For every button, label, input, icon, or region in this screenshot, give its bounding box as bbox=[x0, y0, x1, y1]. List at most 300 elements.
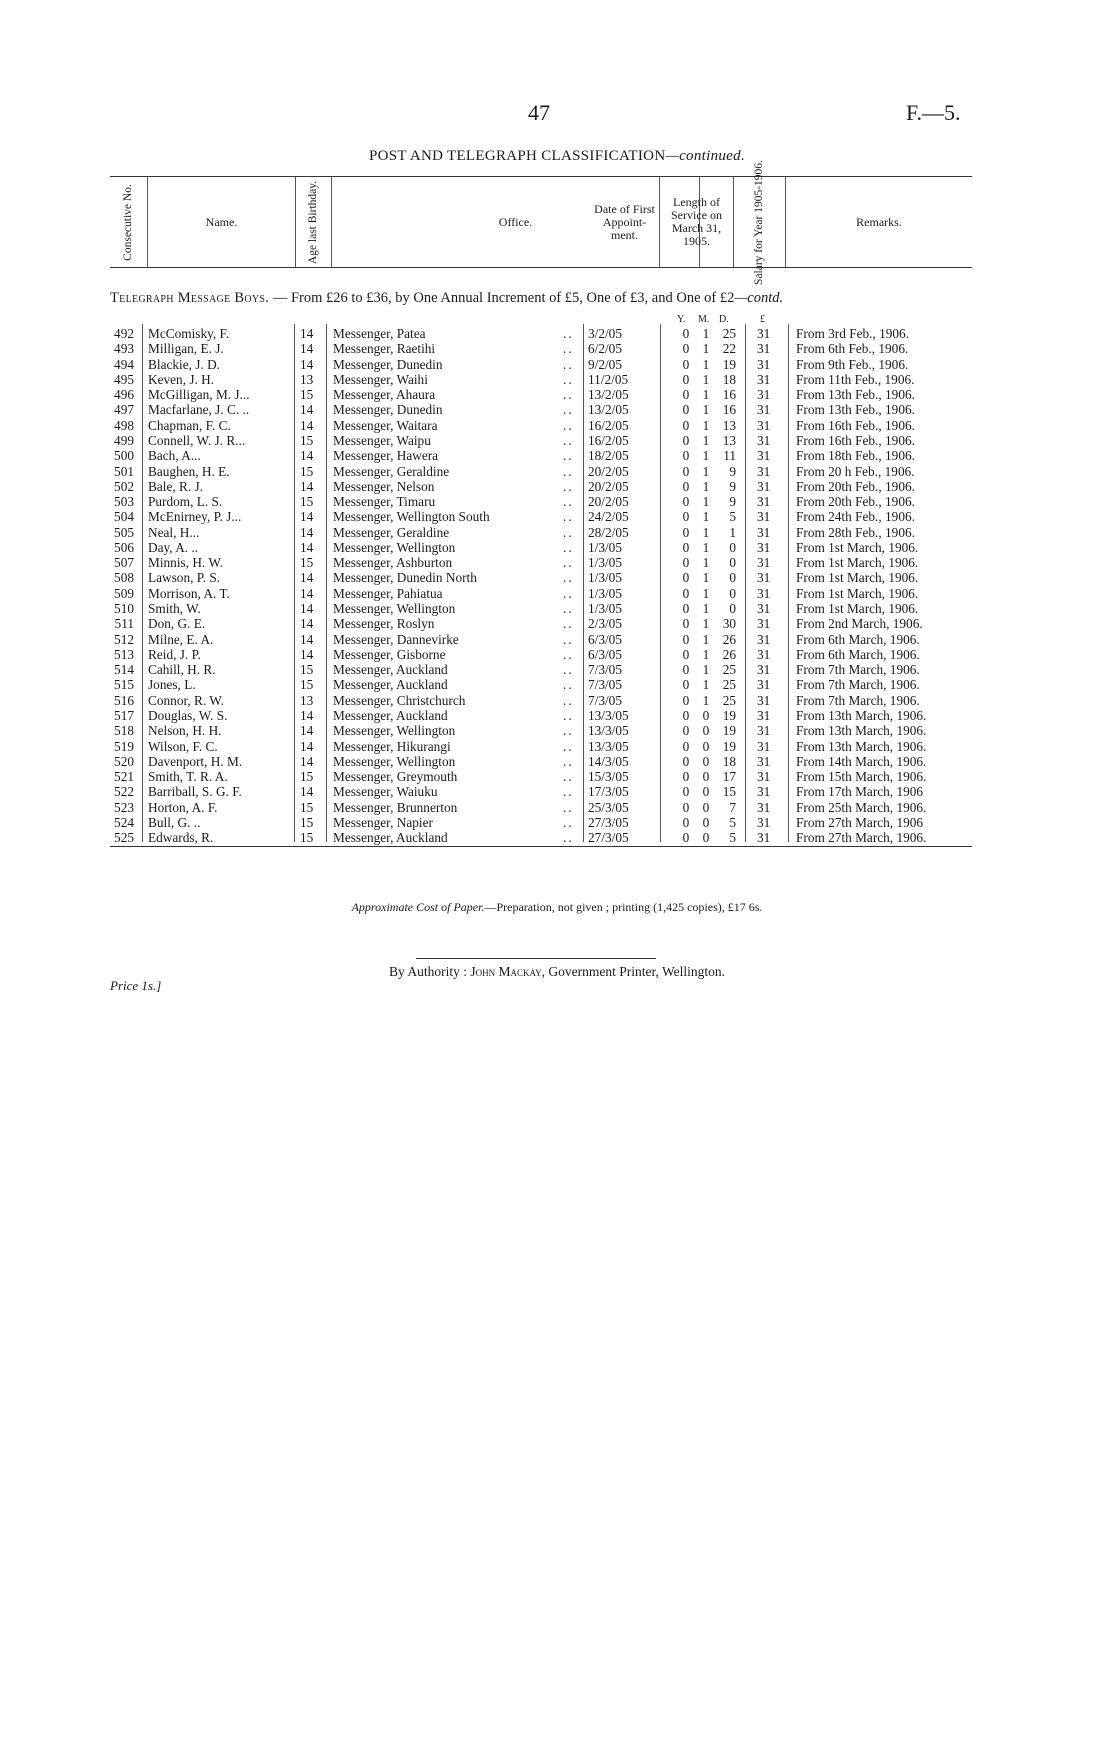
row-name: Jones, L. bbox=[148, 677, 196, 693]
row-months: 0 bbox=[702, 753, 710, 769]
row-salary: 31 bbox=[757, 616, 771, 632]
unit-pounds: £ bbox=[760, 314, 765, 325]
row-name: Milne, E. A. bbox=[148, 631, 214, 647]
row-years: 0 bbox=[682, 585, 690, 601]
row-remarks: From 13th March, 1906. bbox=[796, 738, 927, 754]
row-years: 0 bbox=[682, 692, 690, 708]
row-months: 1 bbox=[702, 646, 710, 662]
row-number: 494 bbox=[114, 356, 134, 372]
row-date: 16/2/05 bbox=[588, 432, 629, 448]
table-row bbox=[0, 357, 1114, 372]
leader-dots: .. bbox=[563, 341, 574, 357]
row-salary: 31 bbox=[757, 570, 771, 586]
row-office: Messenger, Brunnerton bbox=[333, 799, 458, 815]
leader-dots: .. bbox=[563, 478, 574, 494]
row-remarks: From 18th Feb., 1906. bbox=[796, 448, 915, 464]
row-remarks: From 13th March, 1906. bbox=[796, 708, 927, 723]
row-number: 507 bbox=[114, 555, 134, 571]
row-days: 19 bbox=[722, 738, 736, 754]
row-name: Neal, H... bbox=[148, 524, 200, 540]
row-days: 26 bbox=[722, 646, 736, 662]
table-row bbox=[0, 402, 1114, 417]
row-date: 11/2/05 bbox=[588, 371, 629, 387]
table-row bbox=[0, 326, 1114, 341]
leader-dots: .. bbox=[563, 585, 574, 601]
row-office: Messenger, Wellington bbox=[333, 723, 456, 739]
unit-years: Y. bbox=[677, 314, 686, 325]
row-name: Milligan, E. J. bbox=[148, 341, 224, 357]
leader-dots: .. bbox=[563, 769, 574, 785]
row-date: 14/3/05 bbox=[588, 753, 629, 769]
row-name: Don, G. E. bbox=[148, 616, 206, 632]
leader-dots: .. bbox=[563, 539, 574, 555]
table-row bbox=[0, 341, 1114, 356]
row-salary: 31 bbox=[757, 784, 771, 800]
row-remarks: From 7th March, 1906. bbox=[796, 677, 920, 693]
row-name: McGilligan, M. J... bbox=[148, 387, 250, 403]
row-name: Bach, A... bbox=[148, 448, 201, 464]
row-salary: 31 bbox=[757, 601, 771, 617]
row-salary: 31 bbox=[757, 478, 771, 494]
row-office: Messenger, Auckland bbox=[333, 677, 448, 693]
row-days: 9 bbox=[729, 494, 736, 510]
row-remarks: From 11th Feb., 1906. bbox=[796, 371, 915, 387]
row-number: 519 bbox=[114, 738, 134, 754]
row-salary: 31 bbox=[757, 723, 771, 739]
leader-dots: .. bbox=[563, 463, 574, 479]
row-number: 518 bbox=[114, 723, 134, 739]
row-date: 1/3/05 bbox=[588, 601, 622, 617]
row-months: 0 bbox=[702, 708, 710, 723]
row-age: 14 bbox=[300, 631, 314, 647]
table-row bbox=[0, 723, 1114, 738]
row-office: Messenger, Greymouth bbox=[333, 769, 458, 785]
row-number: 515 bbox=[114, 677, 134, 693]
row-months: 1 bbox=[702, 677, 710, 693]
row-name: Lawson, P. S. bbox=[148, 570, 221, 586]
row-salary: 31 bbox=[757, 539, 771, 555]
row-name: Barriball, S. G. F. bbox=[148, 784, 242, 800]
row-months: 1 bbox=[702, 509, 710, 525]
leader-dots: .. bbox=[563, 387, 574, 403]
row-months: 1 bbox=[702, 478, 710, 494]
row-days: 0 bbox=[729, 539, 736, 555]
row-age: 14 bbox=[300, 570, 314, 586]
row-salary: 31 bbox=[757, 814, 771, 830]
row-date: 13/3/05 bbox=[588, 723, 629, 739]
row-salary: 31 bbox=[757, 509, 771, 525]
header-age: Age last Birthday. bbox=[296, 177, 332, 267]
row-months: 1 bbox=[702, 356, 710, 372]
row-years: 0 bbox=[682, 784, 690, 800]
table-row bbox=[0, 830, 1114, 845]
row-years: 0 bbox=[682, 646, 690, 662]
row-salary: 31 bbox=[757, 371, 771, 387]
row-months: 1 bbox=[702, 326, 710, 341]
header-consecutive-no: Consecutive No. bbox=[110, 177, 148, 267]
row-days: 18 bbox=[722, 371, 736, 387]
row-days: 0 bbox=[729, 601, 736, 617]
row-days: 9 bbox=[729, 478, 736, 494]
table-row bbox=[0, 616, 1114, 631]
table-row bbox=[0, 433, 1114, 448]
row-age: 14 bbox=[300, 723, 314, 739]
table-row bbox=[0, 601, 1114, 616]
row-years: 0 bbox=[682, 509, 690, 525]
row-name: McEnirney, P. J... bbox=[148, 509, 242, 525]
row-years: 0 bbox=[682, 570, 690, 586]
row-remarks: From 25th March, 1906. bbox=[796, 799, 927, 815]
row-days: 0 bbox=[729, 555, 736, 571]
row-years: 0 bbox=[682, 371, 690, 387]
table-row bbox=[0, 677, 1114, 692]
leader-dots: .. bbox=[563, 570, 574, 586]
row-remarks: From 13th Feb., 1906. bbox=[796, 387, 915, 403]
row-name: Bale, R. J. bbox=[148, 478, 204, 494]
table-row bbox=[0, 739, 1114, 754]
row-date: 7/3/05 bbox=[588, 662, 622, 678]
row-months: 0 bbox=[702, 784, 710, 800]
row-age: 14 bbox=[300, 524, 314, 540]
row-date: 6/3/05 bbox=[588, 646, 622, 662]
row-months: 1 bbox=[702, 463, 710, 479]
row-remarks: From 20 h Feb., 1906. bbox=[796, 463, 915, 479]
row-office: Messenger, Auckland bbox=[333, 830, 448, 846]
row-office: Messenger, Raetihi bbox=[333, 341, 436, 357]
row-name: Davenport, H. M. bbox=[148, 753, 243, 769]
row-office: Messenger, Waipu bbox=[333, 432, 431, 448]
row-months: 1 bbox=[702, 417, 710, 433]
page-number: 47 bbox=[528, 100, 550, 125]
row-years: 0 bbox=[682, 662, 690, 678]
row-date: 13/3/05 bbox=[588, 708, 629, 723]
table-row bbox=[0, 525, 1114, 540]
leader-dots: .. bbox=[563, 417, 574, 433]
row-office: Messenger, Ahaura bbox=[333, 387, 436, 403]
row-name: Edwards, R. bbox=[148, 830, 214, 846]
row-remarks: From 3rd Feb., 1906. bbox=[796, 326, 910, 341]
row-name: Baughen, H. E. bbox=[148, 463, 230, 479]
row-date: 25/3/05 bbox=[588, 799, 629, 815]
header-salary: Salary for Year 1905-1906. bbox=[734, 177, 786, 267]
row-number: 512 bbox=[114, 631, 134, 647]
row-remarks: From 6th Feb., 1906. bbox=[796, 341, 909, 357]
authority-rule bbox=[416, 958, 656, 959]
table-row bbox=[0, 693, 1114, 708]
row-age: 14 bbox=[300, 356, 314, 372]
row-number: 510 bbox=[114, 601, 134, 617]
row-months: 1 bbox=[702, 387, 710, 403]
row-years: 0 bbox=[682, 769, 690, 785]
row-days: 11 bbox=[723, 448, 736, 464]
row-date: 9/2/05 bbox=[588, 356, 622, 372]
header-length-of-service: Length of Service on March 31, 1905. bbox=[660, 177, 734, 267]
row-office: Messenger, Hawera bbox=[333, 448, 439, 464]
row-remarks: From 20th Feb., 1906. bbox=[796, 478, 915, 494]
row-days: 17 bbox=[722, 769, 736, 785]
table-row bbox=[0, 464, 1114, 479]
row-age: 15 bbox=[300, 387, 314, 403]
row-number: 496 bbox=[114, 387, 134, 403]
row-salary: 31 bbox=[757, 555, 771, 571]
row-name: Day, A. .. bbox=[148, 539, 199, 555]
row-salary: 31 bbox=[757, 326, 771, 341]
row-years: 0 bbox=[682, 448, 690, 464]
row-number: 511 bbox=[114, 616, 134, 632]
row-number: 522 bbox=[114, 784, 134, 800]
row-name: Bull, G. .. bbox=[148, 814, 201, 830]
row-salary: 31 bbox=[757, 463, 771, 479]
header-name: Name. bbox=[148, 177, 296, 267]
row-number: 497 bbox=[114, 402, 134, 418]
row-years: 0 bbox=[682, 814, 690, 830]
row-name: Cahill, H. R. bbox=[148, 662, 216, 678]
row-years: 0 bbox=[682, 601, 690, 617]
row-salary: 31 bbox=[757, 432, 771, 448]
row-salary: 31 bbox=[757, 356, 771, 372]
row-days: 18 bbox=[722, 753, 736, 769]
leader-dots: .. bbox=[563, 677, 574, 693]
row-number: 502 bbox=[114, 478, 134, 494]
row-days: 25 bbox=[722, 662, 736, 678]
row-days: 26 bbox=[722, 631, 736, 647]
row-days: 13 bbox=[722, 417, 736, 433]
price: Price 1s.] bbox=[110, 978, 162, 993]
row-age: 14 bbox=[300, 417, 314, 433]
row-number: 525 bbox=[114, 830, 134, 846]
row-salary: 31 bbox=[757, 402, 771, 418]
row-months: 1 bbox=[702, 494, 710, 510]
row-months: 1 bbox=[702, 570, 710, 586]
leader-dots: .. bbox=[563, 662, 574, 678]
row-days: 30 bbox=[722, 616, 736, 632]
table-row bbox=[0, 784, 1114, 799]
row-remarks: From 6th March, 1906. bbox=[796, 631, 920, 647]
row-number: 513 bbox=[114, 646, 134, 662]
column-header-row bbox=[110, 159, 972, 285]
table-row bbox=[0, 555, 1114, 570]
table-row bbox=[0, 632, 1114, 647]
row-date: 20/2/05 bbox=[588, 494, 629, 510]
row-salary: 31 bbox=[757, 646, 771, 662]
row-office: Messenger, Auckland bbox=[333, 662, 448, 678]
row-remarks: From 1st March, 1906. bbox=[796, 539, 919, 555]
leader-dots: .. bbox=[563, 830, 574, 846]
row-months: 1 bbox=[702, 692, 710, 708]
row-salary: 31 bbox=[757, 662, 771, 678]
row-years: 0 bbox=[682, 753, 690, 769]
row-salary: 31 bbox=[757, 341, 771, 357]
row-age: 14 bbox=[300, 326, 314, 341]
row-age: 14 bbox=[300, 509, 314, 525]
row-years: 0 bbox=[682, 799, 690, 815]
table-row bbox=[0, 387, 1114, 402]
table-row bbox=[0, 662, 1114, 677]
row-office: Messenger, Roslyn bbox=[333, 616, 435, 632]
table-row bbox=[0, 586, 1114, 601]
row-days: 15 bbox=[722, 784, 736, 800]
row-years: 0 bbox=[682, 402, 690, 418]
row-age: 15 bbox=[300, 799, 314, 815]
row-office: Messenger, Dannevirke bbox=[333, 631, 459, 647]
row-age: 15 bbox=[300, 432, 314, 448]
row-days: 7 bbox=[729, 799, 736, 815]
row-office: Messenger, Ashburton bbox=[333, 555, 453, 571]
row-date: 7/3/05 bbox=[588, 692, 622, 708]
row-date: 13/2/05 bbox=[588, 402, 629, 418]
row-age: 14 bbox=[300, 753, 314, 769]
row-salary: 31 bbox=[757, 448, 771, 464]
leader-dots: .. bbox=[563, 799, 574, 815]
row-name: Smith, W. bbox=[148, 601, 201, 617]
row-date: 16/2/05 bbox=[588, 417, 629, 433]
leader-dots: .. bbox=[563, 402, 574, 418]
header-date: Date of First Appoint-ment. bbox=[590, 177, 660, 267]
leader-dots: .. bbox=[563, 326, 574, 341]
row-office: Messenger, Waiuku bbox=[333, 784, 438, 800]
row-date: 7/3/05 bbox=[588, 677, 622, 693]
row-number: 498 bbox=[114, 417, 134, 433]
row-office: Messenger, Geraldine bbox=[333, 524, 450, 540]
row-date: 1/3/05 bbox=[588, 570, 622, 586]
row-months: 1 bbox=[702, 341, 710, 357]
row-office: Messenger, Christchurch bbox=[333, 692, 466, 708]
table-row bbox=[0, 448, 1114, 463]
row-remarks: From 1st March, 1906. bbox=[796, 555, 919, 571]
leader-dots: .. bbox=[563, 356, 574, 372]
row-number: 493 bbox=[114, 341, 134, 357]
table-row bbox=[0, 800, 1114, 815]
row-name: Minnis, H. W. bbox=[148, 555, 223, 571]
row-name: Douglas, W. S. bbox=[148, 708, 228, 723]
row-days: 5 bbox=[729, 814, 736, 830]
row-age: 14 bbox=[300, 478, 314, 494]
row-name: Morrison, A. T. bbox=[148, 585, 230, 601]
row-months: 0 bbox=[702, 799, 710, 815]
page-title-text: POST AND TELEGRAPH CLASSIFICATION bbox=[368, 148, 666, 164]
row-name: Wilson, F. C. bbox=[148, 738, 218, 754]
row-age: 14 bbox=[300, 601, 314, 617]
unit-days: D. bbox=[719, 314, 729, 325]
row-date: 17/3/05 bbox=[588, 784, 629, 800]
row-date: 28/2/05 bbox=[588, 524, 629, 540]
row-office: Messenger, Gisborne bbox=[333, 646, 446, 662]
row-number: 524 bbox=[114, 814, 134, 830]
row-date: 2/3/05 bbox=[588, 616, 622, 632]
row-remarks: From 27th March, 1906 bbox=[796, 814, 924, 830]
row-age: 15 bbox=[300, 555, 314, 571]
row-salary: 31 bbox=[757, 738, 771, 754]
row-name: Keven, J. H. bbox=[148, 371, 215, 387]
row-name: Connell, W. J. R... bbox=[148, 432, 246, 448]
leader-dots: .. bbox=[563, 814, 574, 830]
row-days: 1 bbox=[729, 524, 736, 540]
header-remarks: Remarks. bbox=[856, 214, 902, 229]
table-row bbox=[0, 372, 1114, 387]
row-age: 15 bbox=[300, 677, 314, 693]
row-months: 1 bbox=[702, 616, 710, 632]
row-office: Messenger, Timaru bbox=[333, 494, 436, 510]
leader-dots: .. bbox=[563, 692, 574, 708]
authority-line: By Authority : John Mackay, Government Printer, Wellington. bbox=[388, 964, 726, 979]
table-bottom-rule bbox=[110, 846, 972, 847]
row-name: Horton, A. F. bbox=[148, 799, 218, 815]
row-name: Smith, T. R. A. bbox=[148, 769, 228, 785]
row-office: Messenger, Wellington South bbox=[333, 509, 490, 525]
leader-dots: .. bbox=[563, 524, 574, 540]
row-number: 516 bbox=[114, 692, 134, 708]
row-date: 24/2/05 bbox=[588, 509, 629, 525]
row-number: 523 bbox=[114, 799, 134, 815]
row-number: 509 bbox=[114, 585, 134, 601]
row-number: 506 bbox=[114, 539, 134, 555]
row-office: Messenger, Waihi bbox=[333, 371, 428, 387]
row-days: 5 bbox=[729, 509, 736, 525]
row-office: Messenger, Napier bbox=[333, 814, 433, 830]
row-office: Messenger, Auckland bbox=[333, 708, 448, 723]
row-salary: 31 bbox=[757, 753, 771, 769]
row-name: Reid, J. P. bbox=[148, 646, 201, 662]
section-title: Telegraph Message Boys. — From £26 to £36, by One Annual Increment of £5, One of £3, and One of £2—contd. bbox=[110, 290, 784, 306]
row-months: 0 bbox=[702, 830, 710, 846]
table-row bbox=[0, 647, 1114, 662]
table-row bbox=[0, 570, 1114, 585]
leader-dots: .. bbox=[563, 555, 574, 571]
row-salary: 31 bbox=[757, 799, 771, 815]
row-date: 27/3/05 bbox=[588, 830, 629, 846]
row-number: 500 bbox=[114, 448, 134, 464]
row-age: 15 bbox=[300, 662, 314, 678]
row-age: 14 bbox=[300, 784, 314, 800]
row-remarks: From 16th Feb., 1906. bbox=[796, 432, 915, 448]
row-date: 20/2/05 bbox=[588, 478, 629, 494]
row-age: 13 bbox=[300, 692, 314, 708]
row-remarks: From 16th Feb., 1906. bbox=[796, 417, 915, 433]
row-age: 15 bbox=[300, 830, 314, 846]
row-years: 0 bbox=[682, 708, 690, 723]
header-office: Office. bbox=[332, 177, 700, 267]
row-date: 27/3/05 bbox=[588, 814, 629, 830]
row-remarks: From 20th Feb., 1906. bbox=[796, 494, 915, 510]
table-row bbox=[0, 815, 1114, 830]
row-months: 1 bbox=[702, 555, 710, 571]
row-salary: 31 bbox=[757, 769, 771, 785]
row-date: 15/3/05 bbox=[588, 769, 629, 785]
row-remarks: From 24th Feb., 1906. bbox=[796, 509, 915, 525]
row-remarks: From 27th March, 1906. bbox=[796, 830, 927, 846]
row-remarks: From 6th March, 1906. bbox=[796, 646, 920, 662]
row-date: 20/2/05 bbox=[588, 463, 629, 479]
row-remarks: From 13th March, 1906. bbox=[796, 723, 927, 739]
row-days: 13 bbox=[722, 432, 736, 448]
row-age: 14 bbox=[300, 341, 314, 357]
row-months: 1 bbox=[702, 448, 710, 464]
row-salary: 31 bbox=[757, 677, 771, 693]
row-office: Messenger, Dunedin bbox=[333, 402, 443, 418]
row-office: Messenger, Waitara bbox=[333, 417, 438, 433]
row-days: 25 bbox=[722, 326, 736, 341]
row-age: 14 bbox=[300, 402, 314, 418]
row-name: Blackie, J. D. bbox=[148, 356, 221, 372]
row-months: 0 bbox=[702, 738, 710, 754]
row-date: 1/3/05 bbox=[588, 539, 622, 555]
row-remarks: From 28th Feb., 1906. bbox=[796, 524, 915, 540]
row-months: 0 bbox=[702, 723, 710, 739]
row-months: 1 bbox=[702, 539, 710, 555]
row-number: 504 bbox=[114, 509, 134, 525]
leader-dots: .. bbox=[563, 616, 574, 632]
leader-dots: .. bbox=[563, 509, 574, 525]
